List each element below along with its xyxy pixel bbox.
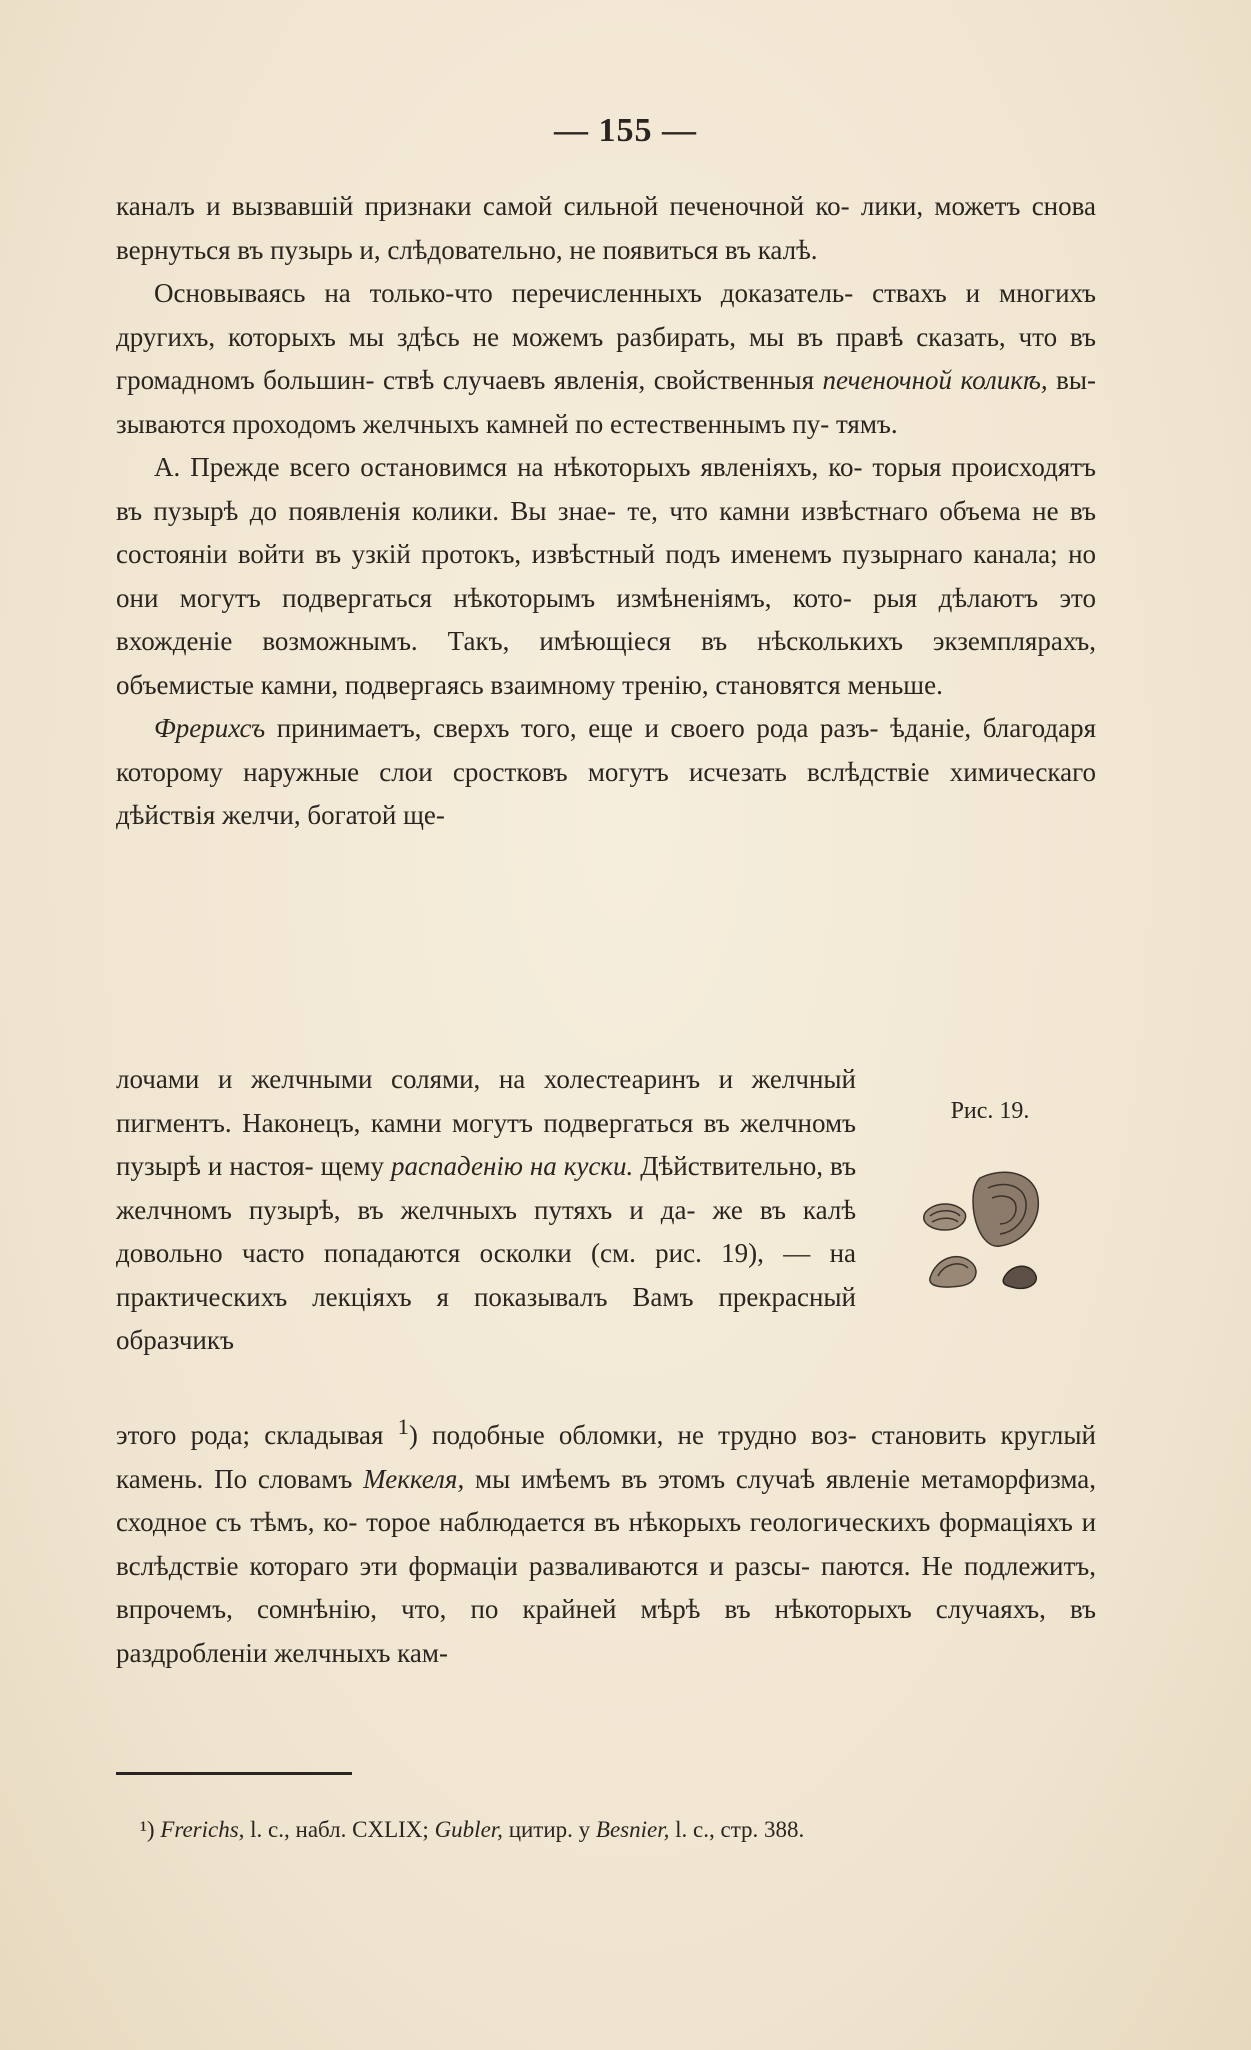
text-line: желчномъ пузырѣ, въ желчныхъ путяхъ и да- (116, 1194, 696, 1225)
text-beside-figure (116, 1058, 856, 1363)
figure-19 (890, 1098, 1090, 1338)
text-line: А. Прежде всего остановимся на нѣкоторыхъ явленіяхъ, ко- (154, 452, 863, 482)
text-line: лочами и желчными солями, на холестеаринъ (116, 1064, 701, 1094)
main-text-lower (116, 1405, 1096, 1675)
footnote-mark: ¹) (140, 1817, 155, 1842)
cited-author: Gubler, (434, 1817, 503, 1842)
cited-author: Frerichs, (160, 1817, 245, 1842)
citation-text: l. c., стр. 388. (675, 1817, 805, 1842)
text-line: лики, можетъ снова вернуться въ пузырь и, слѣдовательно, (116, 191, 1096, 265)
text-line: ) подобные обломки, не трудно воз- (408, 1420, 857, 1450)
text-line: же въ калѣ довольно часто попадаются осколки (116, 1194, 857, 1268)
large-stone-fragment (973, 1172, 1038, 1246)
text-line: становить круглый камень. По словамъ (116, 1420, 1096, 1494)
author-name: Меккеля, (363, 1463, 465, 1494)
footnote-reference[interactable]: 1 (397, 1414, 409, 1439)
citation-text: цитир. у (508, 1817, 591, 1842)
author-name: Фрерихсъ (154, 713, 266, 743)
text-line: вы- (1056, 365, 1097, 395)
gallstone-fragments-illustration (910, 1158, 1070, 1308)
text-line: подвергаться въ желчномъ пузырѣ и настоя- (116, 1107, 856, 1181)
text-line: рыя дѣлаютъ это вхожденіе возможнымъ. Такъ, имѣющіеся (116, 582, 1096, 656)
cited-author: Besnier, (595, 1817, 670, 1842)
text-line: разбирать, мы въ правѣ сказать, что въ громадномъ большин- (116, 321, 1097, 395)
text-line: паются. Не подлежитъ, впрочемъ, сомнѣнію, что, по крайней (116, 1550, 1097, 1624)
stone-fragment-bottom-left (930, 1257, 976, 1287)
stone-fragment-bottom-right (1003, 1266, 1036, 1288)
footnote (140, 1815, 1100, 1845)
figure-caption: Рис. 19. (950, 1098, 1030, 1124)
paragraph-4 (116, 707, 1096, 838)
italic-term: печеночной коликѣ, (822, 365, 1048, 395)
text-line: въ этомъ случаѣ явленіе метаморфизма, сходное съ тѣмъ, ко- (116, 1463, 1097, 1537)
text-line: мы имѣемъ (475, 1463, 611, 1494)
page-number: — 155 — (554, 112, 697, 149)
small-stone-fragment-left (924, 1204, 966, 1230)
text-line: тямъ. (835, 408, 898, 439)
footnote-divider (116, 1772, 352, 1775)
text-line: исчезать вслѣдствіе химическаго дѣйствія желчи, богатой ще- (116, 756, 1096, 830)
text-line: въ нѣсколькихъ экземплярахъ, объемистые камни, подвергаясь (116, 626, 1097, 700)
text-line: этого рода; складывая (116, 1420, 384, 1450)
text-line: (см. рис. 19), — на практическихъ лекціяхъ (116, 1238, 857, 1312)
paragraph-2 (116, 272, 1096, 446)
text-line: ѣданіе, благодаря которому наружные слои сростковъ могутъ (116, 713, 1097, 787)
text-line: торое наблюдается въ нѣкорыхъ геологическихъ формаціяхъ (366, 1507, 1073, 1537)
text-line: но они могутъ подвергаться нѣкоторымъ измѣненіямъ, кото- (116, 539, 1097, 613)
text-line: каналъ и вызвавшій признаки самой сильной печеночной ко- (116, 191, 850, 221)
text-line: щему (320, 1151, 384, 1181)
text-line: зываются проходомъ желчныхъ камней по естественнымъ пу- (116, 408, 830, 439)
text-line: не появиться въ калѣ. (569, 234, 818, 265)
text-line: Основываясь на только-что перечисленныхъ доказатель- (154, 278, 854, 308)
text-line: ствѣ случаевъ явленія, свойственныя (383, 365, 815, 395)
text-line: взаимному тренію, становятся меньше. (490, 669, 943, 700)
text-line: и желчный пигментъ. Наконецъ, камни могутъ (116, 1064, 856, 1138)
paragraph-3 (116, 446, 1096, 707)
text-line: те, что камни извѣстнаго объема не въ состояніи войти въ (116, 495, 1096, 569)
text-line: узкій протокъ, извѣстный подъ именемъ пузырнаго канала; (351, 539, 1058, 569)
text-line: Дѣйствительно, въ (640, 1151, 857, 1181)
text-line: ствахъ и многихъ другихъ, которыхъ мы здѣсь не можемъ (116, 278, 1096, 352)
paragraph-4-continued (116, 1058, 856, 1363)
text-line: принимаетъ, сверхъ того, еще и своего рода разъ- (276, 713, 879, 743)
citation-text: l. c., набл. CXLIX; (250, 1817, 429, 1842)
text-line: и вслѣдствіе котораго эти формаціи разваливаются и разсы- (116, 1507, 1097, 1581)
paragraph-1 (116, 185, 1096, 272)
italic-term: распаденію на куски. (390, 1151, 634, 1181)
text-line: мѣрѣ въ нѣкоторыхъ случаяхъ, въ раздробленіи желчныхъ кам- (116, 1594, 1096, 1668)
text-line: торыя происходятъ въ пузырѣ до появленія колики. Вы знае- (116, 452, 1097, 526)
main-text-upper (116, 185, 1096, 838)
paragraph-4-end (116, 1405, 1096, 1675)
text-line: я показывалъ Вамъ прекрасный образчикъ (116, 1281, 857, 1355)
